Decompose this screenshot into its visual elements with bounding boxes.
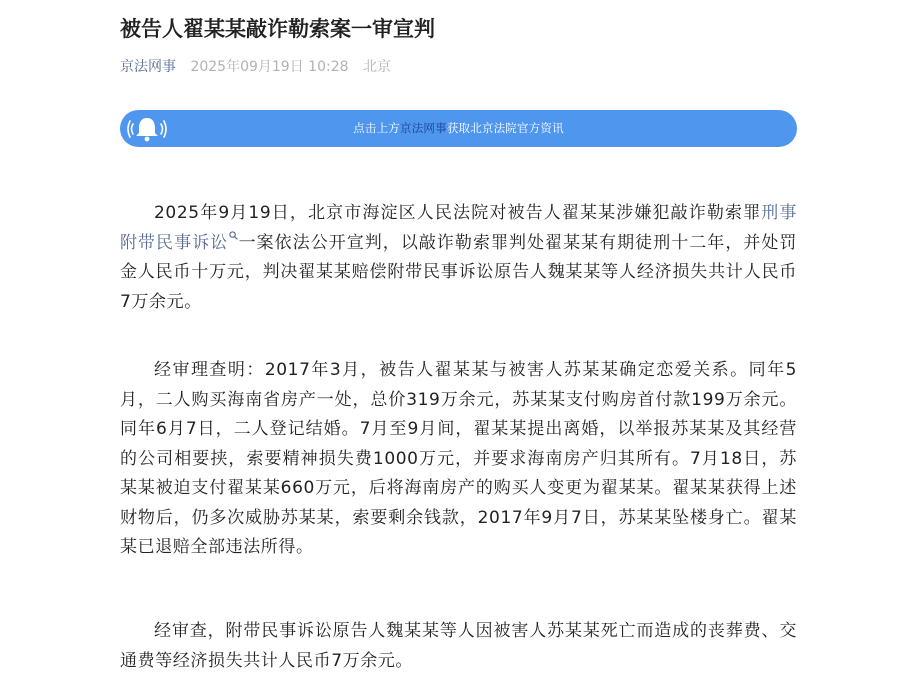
paragraph-1-text-b: 一案依法公开宣判，以敲诈勒索罪判处翟某某有期徒刑十二年，并处罚金人民币十万元，判决翟某某赔偿附带民事诉讼原告人魏某某等人经济损失共计人民币7万余元。 (120, 232, 797, 312)
publish-location: 北京 (362, 59, 391, 75)
paragraph-1-text-a: 2025年9月19日，北京市海淀区人民法院对被告人翟某某涉嫌犯敲诈勒索罪 (154, 203, 762, 223)
paragraph-3: 经审查，附带民事诉讼原告人魏某某等人因被害人苏某某死亡而造成的丧葬费、交通费等经济损失共计人民币7万余元。 (120, 621, 797, 671)
banner-suffix: 获取北京法院官方资讯 (446, 121, 564, 135)
article-meta (120, 57, 391, 77)
paragraph-1 (120, 199, 797, 317)
paragraph-2: 经审理查明：2017年3月，被告人翟某某与被害人苏某某确定恋爱关系。同年5月，二人购买海南省房产一处，总价319万余元，苏某某支付购房首付款199万余元。同年6月7日，二人登记结婚。7月至9月间，翟某某提出离婚，以举报苏某某及其经营的公司相要挟，索要精神损失费1000万元，并要求海南房产归其所有。7月18日，苏某某被迫支付翟某某660万元，后将海南房产的购买人变更为翟某某。翟某某获得上述财物后，仍多次威胁苏某某，索要剩余钱款，2017年9月7日，苏某某坠楼身亡。翟某某已退赔全部违法所得。 (120, 360, 797, 557)
account-name-link[interactable]: 京法网事 (120, 59, 176, 75)
keyword-link-text: 刑事附带民事诉讼 (120, 203, 797, 253)
follow-banner[interactable] (120, 110, 797, 147)
publish-date: 2025年09月19日 10:28 (190, 59, 349, 75)
search-icon (229, 231, 238, 240)
banner-prefix: 点击上方 (353, 121, 400, 135)
article-title: 被告人翟某某敲诈勒索案一审宣判 (120, 17, 435, 41)
follow-banner-text (120, 110, 797, 147)
banner-account-highlight: 京法网事 (400, 121, 447, 135)
